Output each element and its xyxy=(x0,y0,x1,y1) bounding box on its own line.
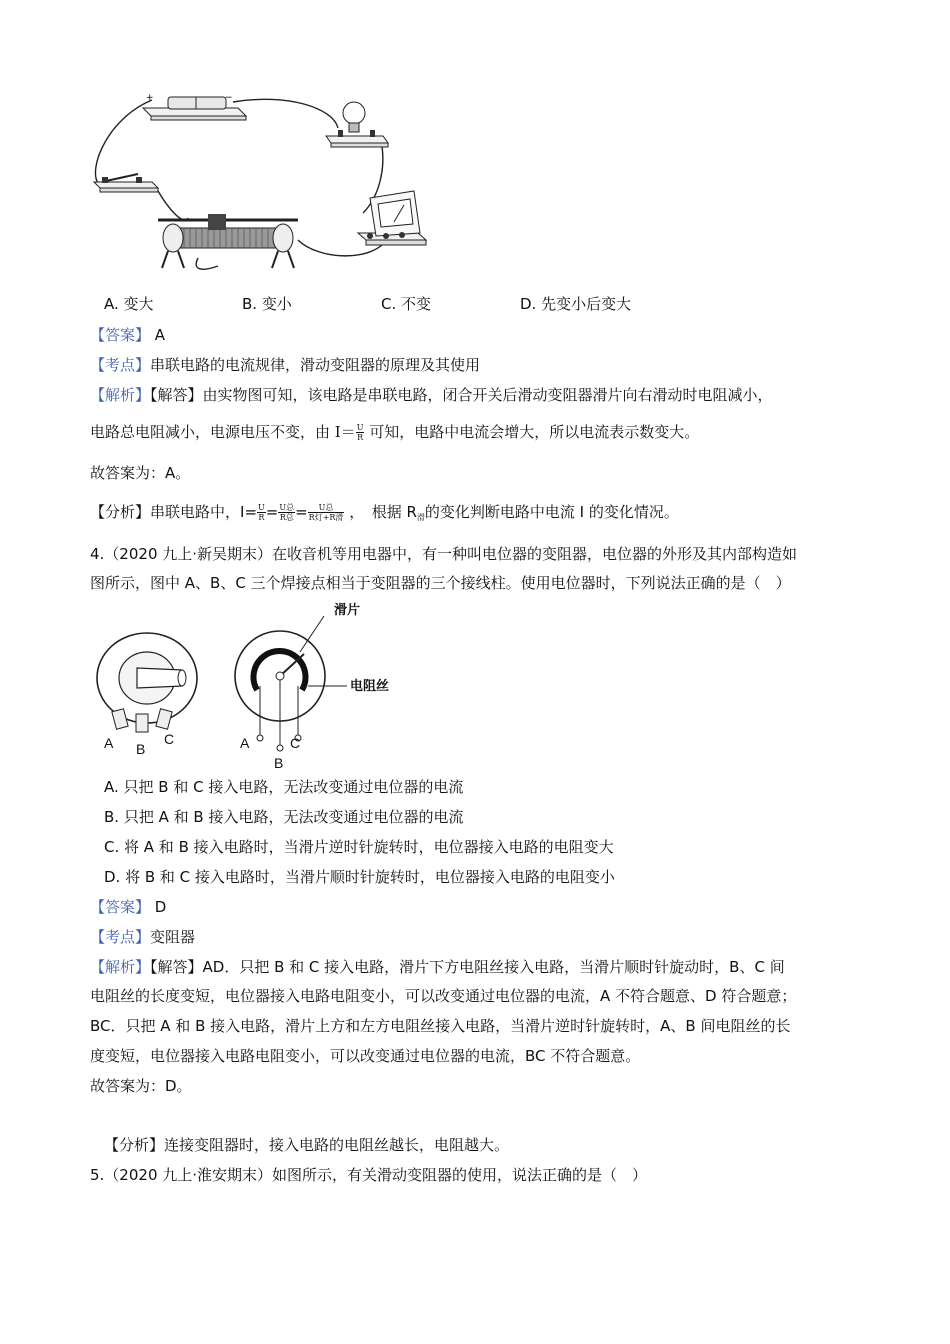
q3-fenxi: 【分析】串联电路中，I= $\frac{U}{R}$ = $\frac{\text{U总}}{\text{R总}}$ = $\frac{\text{U总}}{\text{R灯+R滑}}$ ， 根据 $R_滑$的变化判断电路中电流 I 的变化情况。 xyxy=(90,503,679,522)
q4-answer: 【答案】 D xyxy=(90,898,167,916)
svg-text:+: + xyxy=(146,93,154,103)
q5-stem: 5.（2020 九上·淮安期末）如图所示，有关滑动变阻器的使用，说法正确的是（ ） xyxy=(90,1166,648,1184)
svg-text:A: A xyxy=(240,735,250,751)
q4-analysis-line-4: 度变短，电位器接入电路电阻变小，可以改变通过电位器的电流，BC 不符合题意。 xyxy=(90,1047,641,1065)
switch-icon xyxy=(94,174,158,192)
q4-analysis-line-1: 【解析】【解答】AD．只把 B 和 C 接入电路，滑片下方电阻丝接入电路，当滑片顺时针旋动时，B、C 间 xyxy=(90,958,785,976)
q3-conclusion: 故答案为：A。 xyxy=(90,464,191,482)
q4-option-c: C. 将 A 和 B 接入电路时，当滑片逆时针旋转时，电位器接入电路的电阻变大 xyxy=(104,838,614,856)
svg-text:滑片: 滑片 xyxy=(334,603,361,618)
formula-fraction: $\frac{U}{R}$ xyxy=(356,423,364,442)
q4-stem-line-2: 图所示，图中 A、B、C 三个焊接点相当于变阻器的三个接线柱。使用电位器时，下列说法正确的是（ ） xyxy=(90,574,791,592)
potentiometer-interior-icon xyxy=(235,602,389,770)
q4-option-a: A. 只把 B 和 C 接入电路，无法改变通过电位器的电流 xyxy=(104,778,464,796)
q3-answer: 【答案】 A xyxy=(90,326,166,344)
q4-analysis-line-2: 电阻丝的长度变短，电位器接入电路电阻变小，可以改变通过电位器的电流，A 不符合题意、D 符合题意； xyxy=(90,987,797,1005)
svg-text:B: B xyxy=(274,755,284,770)
potentiometer-figure xyxy=(92,598,412,770)
svg-text:C: C xyxy=(290,735,301,751)
battery-icon xyxy=(143,93,246,120)
q3-analysis-line-2: 电路总电阻减小，电源电压不变，由 I＝ $\frac{U}{R}$ 可知，电路中电流会增大，所以电流表示数变大。 xyxy=(90,423,700,442)
rheostat-icon xyxy=(158,214,298,268)
svg-text:B: B xyxy=(136,741,146,757)
q4-analysis-line-3: BC．只把 A 和 B 接入电路，滑片上方和左方电阻丝接入电路，当滑片逆时针旋转时，A、B 间电阻丝的长 xyxy=(90,1017,791,1035)
potentiometer-exterior-icon xyxy=(97,633,197,757)
q4-option-d: D. 将 B 和 C 接入电路时，当滑片顺时针旋转时，电位器接入电路的电阻变小 xyxy=(104,868,615,886)
q4-conclusion: 故答案为：D。 xyxy=(90,1077,192,1095)
q4-stem-line-1: 4.（2020 九上·新吴期末）在收音机等用电器中，有一种叫电位器的变阻器，电位器的外形及其内部构造如 xyxy=(90,545,798,563)
bulb-icon xyxy=(326,102,388,147)
svg-text:电阻丝: 电阻丝 xyxy=(350,679,390,694)
q3-key-point: 【考点】串联电路的电流规律，滑动变阻器的原理及其使用 xyxy=(90,356,481,374)
svg-text:C: C xyxy=(164,731,175,747)
circuit-figure xyxy=(88,88,438,276)
q4-option-b: B. 只把 A 和 B 接入电路，无法改变通过电位器的电流 xyxy=(104,808,464,826)
q3-analysis-line-1: 【解析】【解答】由实物图可知，该电路是串联电路，闭合开关后滑动变阻器滑片向右滑动时电阻减小， xyxy=(90,386,773,404)
q4-fenxi: 【分析】连接变阻器时，接入电路的电阻丝越长，电阻越大。 xyxy=(104,1136,510,1154)
ammeter-icon xyxy=(358,191,426,245)
svg-text:−: − xyxy=(225,93,233,103)
q3-option-a: A. 变大 xyxy=(104,295,154,313)
q3-option-b: B. 变小 xyxy=(242,295,292,313)
q4-key-point: 【考点】变阻器 xyxy=(90,928,196,946)
q3-option-c: C. 不变 xyxy=(381,295,432,313)
q3-option-d: D. 先变小后变大 xyxy=(520,295,632,313)
svg-text:A: A xyxy=(104,735,114,751)
